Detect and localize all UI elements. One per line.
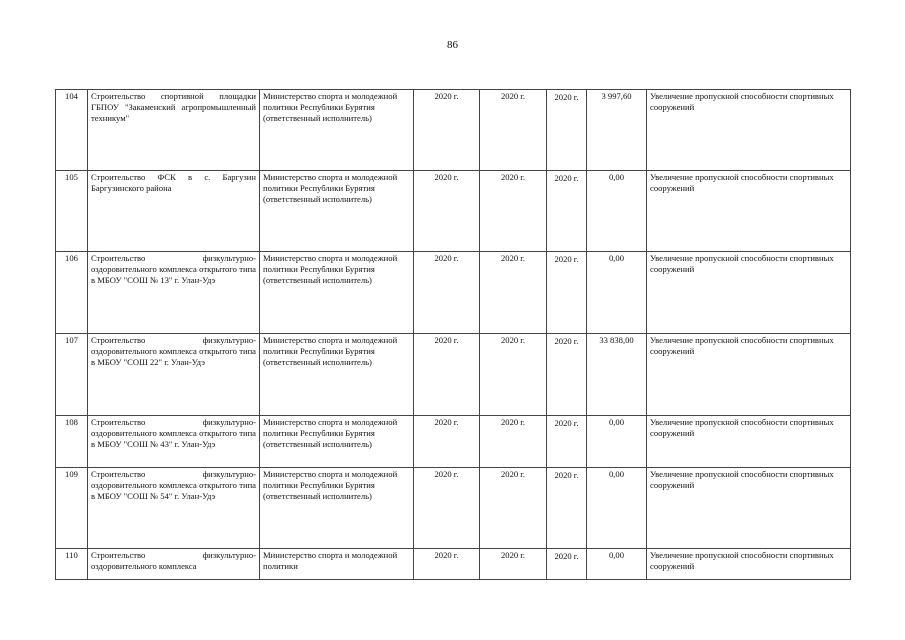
responsible-executor: Министерство спорта и молодежной политики: [260, 549, 414, 580]
funding-year: 2020 г.: [547, 416, 587, 468]
funding-year: 2020 г.: [547, 334, 587, 416]
funding-amount: 0,00: [587, 171, 647, 252]
expected-result: Увеличение пропускной способности спортивных сооружений: [647, 334, 851, 416]
measure-name: Строительство физкультурно-оздоровительного комплекса открытого типа в МБОУ "СОШ № 54" г. Улан-Удэ: [88, 468, 260, 549]
end-date: 2020 г.: [480, 416, 547, 468]
expected-result: Увеличение пропускной способности спортивных сооружений: [647, 549, 851, 580]
start-date: 2020 г.: [414, 549, 480, 580]
funding-amount: 0,00: [587, 549, 647, 580]
end-date: 2020 г.: [480, 252, 547, 334]
funding-year: 2020 г.: [547, 171, 587, 252]
table-row: [56, 171, 851, 252]
funding-amount: 3 997,60: [587, 90, 647, 171]
funding-amount: 0,00: [587, 252, 647, 334]
table-row: [56, 90, 851, 171]
end-date: 2020 г.: [480, 549, 547, 580]
start-date: 2020 г.: [414, 334, 480, 416]
expected-result: Увеличение пропускной способности спортивных сооружений: [647, 416, 851, 468]
funding-year: 2020 г.: [547, 90, 587, 171]
responsible-executor: Министерство спорта и молодежной политики Республики Бурятия (ответственный исполнитель): [260, 468, 414, 549]
funding-year: 2020 г.: [547, 549, 587, 580]
row-number: 109: [56, 468, 88, 549]
row-number: 108: [56, 416, 88, 468]
funding-amount: 33 838,00: [587, 334, 647, 416]
row-number: 106: [56, 252, 88, 334]
measure-name: Строительство физкультурно-оздоровительного комплекса открытого типа в МБОУ "СОШ № 43" г. Улан-Удэ: [88, 416, 260, 468]
end-date: 2020 г.: [480, 171, 547, 252]
start-date: 2020 г.: [414, 252, 480, 334]
table-row: [56, 252, 851, 334]
funding-amount: 0,00: [587, 416, 647, 468]
funding-year: 2020 г.: [547, 468, 587, 549]
row-number: 104: [56, 90, 88, 171]
start-date: 2020 г.: [414, 468, 480, 549]
responsible-executor: Министерство спорта и молодежной политики Республики Бурятия (ответственный исполнитель): [260, 334, 414, 416]
responsible-executor: Министерство спорта и молодежной политики Республики Бурятия (ответственный исполнитель): [260, 416, 414, 468]
table-row: [56, 416, 851, 468]
row-number: 105: [56, 171, 88, 252]
measure-name: Строительство спортивной площадки ГБПОУ "Закаменский агропромышленный техникум": [88, 90, 260, 171]
measures-table: [55, 89, 851, 580]
measure-name: Строительство ФСК в с. Баргузин Баргузинского района: [88, 171, 260, 252]
start-date: 2020 г.: [414, 416, 480, 468]
measure-name: Строительство физкультурно-оздоровительного комплекса открытого типа в МБОУ "СОШ 22" г. Улан-Удэ: [88, 334, 260, 416]
end-date: 2020 г.: [480, 468, 547, 549]
start-date: 2020 г.: [414, 171, 480, 252]
expected-result: Увеличение пропускной способности спортивных сооружений: [647, 90, 851, 171]
start-date: 2020 г.: [414, 90, 480, 171]
responsible-executor: Министерство спорта и молодежной политики Республики Бурятия (ответственный исполнитель): [260, 90, 414, 171]
table-row: [56, 549, 851, 580]
expected-result: Увеличение пропускной способности спортивных сооружений: [647, 252, 851, 334]
end-date: 2020 г.: [480, 90, 547, 171]
expected-result: Увеличение пропускной способности спортивных сооружений: [647, 468, 851, 549]
responsible-executor: Министерство спорта и молодежной политики Республики Бурятия (ответственный исполнитель): [260, 171, 414, 252]
responsible-executor: Министерство спорта и молодежной политики Республики Бурятия (ответственный исполнитель): [260, 252, 414, 334]
table-row: [56, 334, 851, 416]
funding-amount: 0,00: [587, 468, 647, 549]
end-date: 2020 г.: [480, 334, 547, 416]
row-number: 107: [56, 334, 88, 416]
expected-result: Увеличение пропускной способности спортивных сооружений: [647, 171, 851, 252]
measure-name: Строительство физкультурно-оздоровительного комплекса: [88, 549, 260, 580]
measure-name: Строительство физкультурно-оздоровительного комплекса открытого типа в МБОУ "СОШ № 13" г. Улан-Удэ: [88, 252, 260, 334]
funding-year: 2020 г.: [547, 252, 587, 334]
row-number: 110: [56, 549, 88, 580]
table-row: [56, 468, 851, 549]
page-number: 86: [447, 39, 458, 51]
